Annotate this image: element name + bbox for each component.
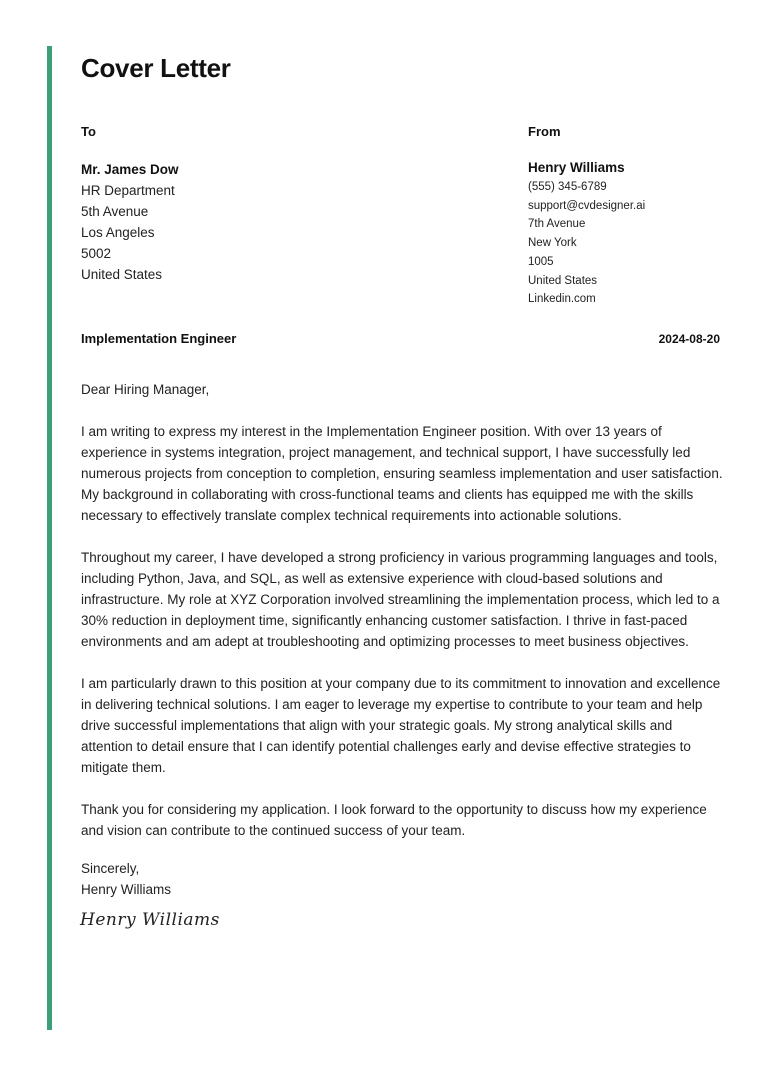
letter-date: 2024-08-20 xyxy=(658,332,720,346)
closing-block xyxy=(81,858,171,900)
from-label: From xyxy=(528,124,561,139)
recipient-city: Los Angeles xyxy=(81,225,155,240)
valediction: Sincerely, xyxy=(81,861,140,876)
accent-bar xyxy=(47,46,52,1030)
sender-street: 7th Avenue xyxy=(528,218,586,231)
sender-block xyxy=(528,159,728,309)
sender-city: New York xyxy=(528,237,577,250)
recipient-street: 5th Avenue xyxy=(81,204,149,219)
letter-body xyxy=(81,379,725,862)
recipient-block xyxy=(81,159,381,285)
sender-phone: (555) 345-6789 xyxy=(528,181,607,193)
body-paragraph: I am writing to express my interest in the Implementation Engineer position. With over 13 years of experience in systems integration, project management, and technical support, I have successfully led numerous projects from conception to completion, ensuring seamless implementation and user satisfaction. My background in collaborating with cross-functional teams and clients has equipped me with the skills necessary to effectively translate complex technical requirements into actionable solutions. xyxy=(81,424,723,523)
to-label: To xyxy=(81,124,96,139)
page-title: Cover Letter xyxy=(81,53,231,83)
body-paragraph: Thank you for considering my application. I look forward to the opportunity to discuss how my experience and vision can contribute to the continued success of your team. xyxy=(81,802,707,838)
body-paragraph: I am particularly drawn to this position at your company due to its commitment to innovation and excellence in delivering technical solutions. I am eager to leverage my expertise to contribute to your team and help drive successful implementations that align with your strategic goals. My strong analytical skills and attention to detail ensure that I can identify potential challenges early and devise effective strategies to mitigate them. xyxy=(81,676,721,775)
recipient-name: Mr. James Dow xyxy=(81,162,179,177)
closing-name: Henry Williams xyxy=(81,882,172,897)
sender-country: United States xyxy=(528,274,598,287)
sender-postal-code: 1005 xyxy=(528,255,554,268)
position-title: Implementation Engineer xyxy=(81,331,237,346)
sender-name: Henry Williams xyxy=(528,160,625,175)
sender-email: support@cvdesigner.ai xyxy=(528,199,646,212)
salutation: Dear Hiring Manager, xyxy=(81,382,210,397)
recipient-postal-code: 5002 xyxy=(81,246,112,261)
sender-linkedin: Linkedin.com xyxy=(528,293,596,306)
recipient-department: HR Department xyxy=(81,183,175,198)
recipient-country: United States xyxy=(81,267,163,282)
body-paragraph: Throughout my career, I have developed a strong proficiency in various programming languages and tools, including Python, Java, and SQL, as well as extensive experience with cloud-based solutions and infrastructure. My role at XYZ Corporation involved streamlining the implementation process, which led to a 30% reduction in deployment time, significantly enhancing customer satisfaction. I thrive in fast-paced environments and am adept at troubleshooting and optimizing processes to meet business objectives. xyxy=(81,550,720,649)
handwritten-signature: Henry Williams xyxy=(80,910,220,930)
